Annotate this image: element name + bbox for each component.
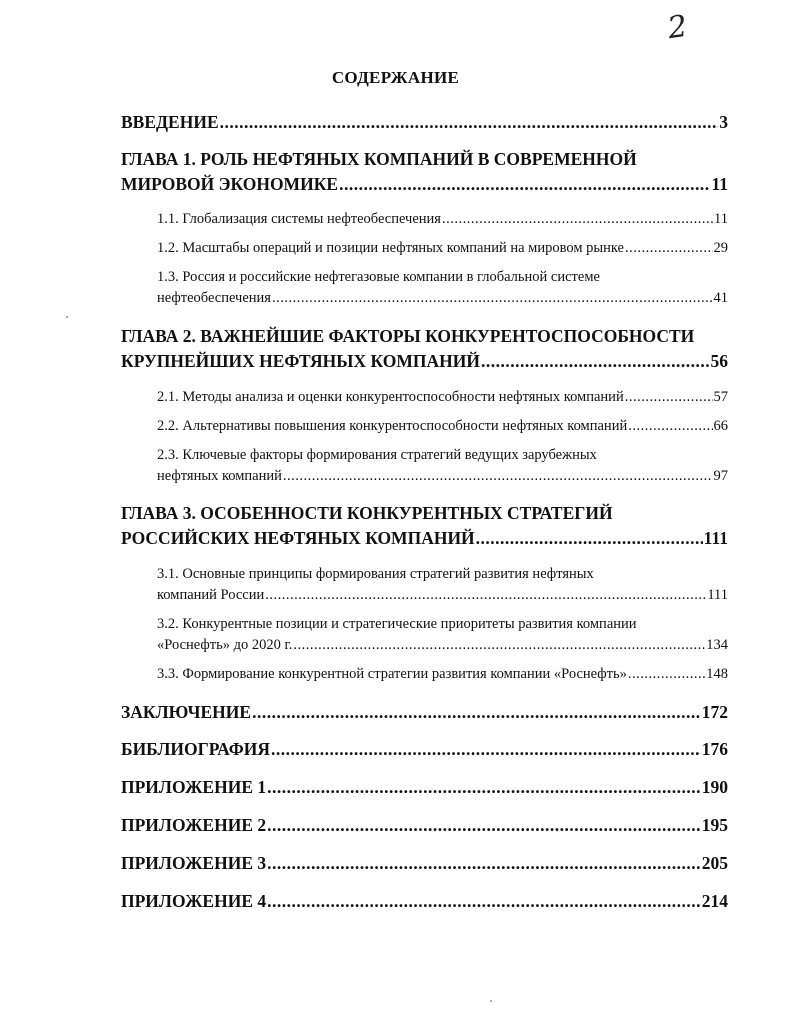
leader-dots [267, 813, 701, 838]
toc-entry-section-3-3[interactable] [157, 664, 728, 685]
leader-dots [267, 889, 701, 914]
toc-entry-label: ВВЕДЕНИЕ [121, 112, 219, 132]
leader-dots [267, 775, 701, 800]
toc-entry-label-line1: 2.3. Ключевые факторы формирования стратегий ведущих зарубежных [157, 447, 597, 463]
toc-page-number: 11 [711, 174, 728, 194]
toc-entry-label: ПРИЛОЖЕНИЕ 2 [121, 815, 267, 835]
toc-entry-label-line1: ГЛАВА 2. ВАЖНЕЙШИЕ ФАКТОРЫ КОНКУРЕНТОСПОСОБНОСТИ [121, 326, 695, 346]
toc-page-number: 172 [701, 702, 728, 722]
toc-entry-chapter-1[interactable] [121, 147, 728, 197]
toc-page-number: 195 [701, 815, 728, 835]
toc-entry-label: ЗАКЛЮЧЕНИЕ [121, 702, 252, 722]
toc-entry-label: РОССИЙСКИХ НЕФТЯНЫХ КОМПАНИЙ [121, 528, 475, 548]
toc-entry-bibliography[interactable] [121, 737, 728, 762]
toc-entry-label: 3.3. Формирование конкурентной стратегии развития компании «Роснефть» [157, 666, 627, 682]
toc-entry-label: нефтеобеспечения [157, 290, 271, 306]
toc-page-number: 214 [701, 891, 728, 911]
leader-dots [293, 635, 705, 656]
handwritten-page-number: 2 [665, 8, 690, 47]
toc-page-number: 41 [713, 290, 728, 306]
toc-entry-label: КРУПНЕЙШИХ НЕФТЯНЫХ КОМПАНИЙ [121, 351, 480, 371]
toc-entry-chapter-3[interactable] [121, 501, 728, 551]
toc-page-number: 134 [706, 637, 728, 653]
toc-entry-label: МИРОВОЙ ЭКОНОМИКЕ [121, 174, 339, 194]
leader-dots [442, 209, 713, 230]
toc-page-number: 205 [701, 853, 728, 873]
toc-entry-label-line1: 3.1. Основные принципы формирования стратегий развития нефтяных [157, 566, 594, 582]
toc-entry-label: 1.2. Масштабы операций и позиции нефтяных компаний на мировом рынке [157, 240, 624, 256]
toc-entry-label: компаний России [157, 587, 265, 603]
leader-dots [476, 526, 703, 551]
toc-entry-chapter-2[interactable] [121, 324, 728, 374]
leader-dots [220, 110, 719, 135]
leader-dots [267, 851, 701, 876]
toc-entry-label: ПРИЛОЖЕНИЕ 1 [121, 777, 267, 797]
toc-entry-appendix-4[interactable] [121, 889, 728, 914]
toc-entry-section-1-3[interactable] [157, 267, 728, 309]
toc-page-number: 176 [701, 739, 728, 759]
leader-dots [481, 349, 710, 374]
toc-page-number: 11 [714, 211, 728, 227]
leader-dots [339, 172, 710, 197]
toc-page-number: 111 [703, 528, 728, 548]
toc-entry-label-line1: 1.3. Россия и российские нефтегазовые компании в глобальной системе [157, 269, 600, 285]
toc-entry-section-1-1[interactable] [157, 209, 728, 230]
toc-entry-section-2-1[interactable] [157, 387, 728, 408]
toc-page-number: 190 [701, 777, 728, 797]
toc-page-number: 97 [713, 468, 728, 484]
toc-entry-label: 2.2. Альтернативы повышения конкурентоспособности нефтяных компаний [157, 418, 628, 434]
toc-page-number: 148 [706, 666, 728, 682]
toc-entry-label: нефтяных компаний [157, 468, 282, 484]
toc-entry-section-3-2[interactable] [157, 614, 728, 656]
toc-page-number: 3 [719, 112, 728, 132]
scan-speck [490, 1000, 492, 1002]
toc-entry-introduction[interactable] [121, 110, 728, 135]
leader-dots [625, 387, 713, 408]
scan-speck [66, 316, 68, 318]
toc-entry-label: ПРИЛОЖЕНИЕ 3 [121, 853, 267, 873]
leader-dots [625, 238, 713, 259]
toc-entry-label: ПРИЛОЖЕНИЕ 4 [121, 891, 267, 911]
toc-page-number: 57 [713, 389, 728, 405]
toc-entry-appendix-3[interactable] [121, 851, 728, 876]
leader-dots [628, 664, 705, 685]
toc-entry-label-line1: 3.2. Конкурентные позиции и стратегические приоритеты развития компании [157, 616, 637, 632]
leader-dots [628, 416, 712, 437]
toc-entry-conclusion[interactable] [121, 700, 728, 725]
leader-dots [271, 737, 701, 762]
toc-entry-label: 2.1. Методы анализа и оценки конкурентоспособности нефтяных компаний [157, 389, 624, 405]
toc-entry-section-2-3[interactable] [157, 445, 728, 487]
leader-dots [252, 700, 701, 725]
toc-entry-section-1-2[interactable] [157, 238, 728, 259]
toc-entry-label-line1: ГЛАВА 3. ОСОБЕННОСТИ КОНКУРЕНТНЫХ СТРАТЕГИЙ [121, 503, 613, 523]
toc-page-number: 56 [710, 351, 728, 371]
toc-entry-appendix-2[interactable] [121, 813, 728, 838]
toc-page-number: 66 [713, 418, 728, 434]
leader-dots [272, 288, 713, 309]
toc-entry-appendix-1[interactable] [121, 775, 728, 800]
toc-entry-section-2-2[interactable] [157, 416, 728, 437]
toc-entry-label: «Роснефть» до 2020 г. [157, 637, 293, 653]
toc-entry-label: БИБЛИОГРАФИЯ [121, 739, 270, 759]
toc-page-number: 29 [713, 240, 728, 256]
toc-entry-label: 1.1. Глобализация системы нефтеобеспечения [157, 211, 441, 227]
toc-entry-section-3-1[interactable] [157, 564, 728, 606]
toc-page-number: 111 [707, 587, 728, 603]
toc-entry-label-line1: ГЛАВА 1. РОЛЬ НЕФТЯНЫХ КОМПАНИЙ В СОВРЕМЕННОЙ [121, 149, 637, 169]
page-title: СОДЕРЖАНИЕ [331, 68, 460, 87]
leader-dots [265, 585, 706, 606]
leader-dots [283, 466, 713, 487]
